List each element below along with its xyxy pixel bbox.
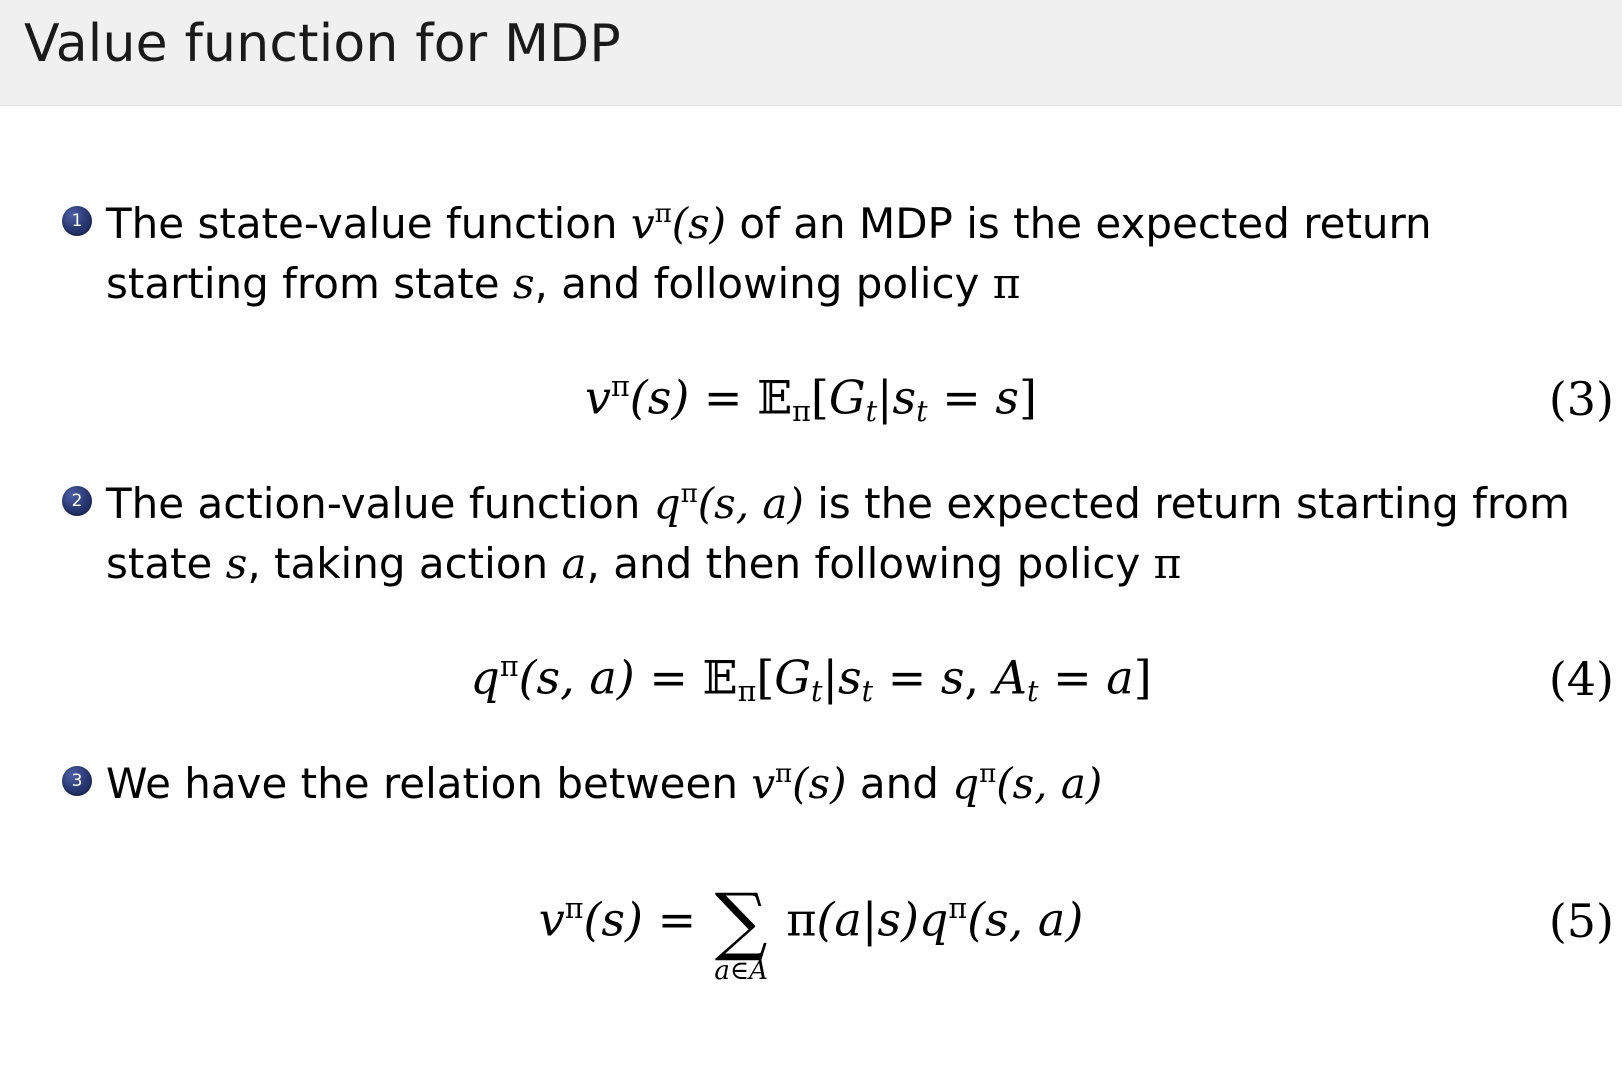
bullet-marker-2: 2 (62, 486, 92, 516)
bullet-item-1 (62, 194, 1582, 313)
equation-4-row (0, 644, 1622, 714)
equation-4-number: (4) (1548, 652, 1614, 706)
equation-3-row (0, 364, 1622, 434)
bullet-marker-1: 1 (62, 206, 92, 236)
bullet-text-1: The state-value function $v^\pi(s)$ of an MDP is the expected return starting from state s, and following policy π (106, 198, 1432, 308)
equation-4-body: $q^\pi(s$, $a) = 𝔼\pi[G_t|s_t = s$, $A_t = a$] (470, 649, 1152, 709)
slide-title-bar (0, 0, 1622, 106)
equation-5-row (0, 866, 1622, 987)
bullet-marker-3: 3 (62, 766, 92, 796)
bullet-item-3 (62, 754, 1582, 814)
equation-3-number: (3) (1548, 372, 1614, 426)
slide-content (0, 106, 1622, 1080)
equation-5-number: (5) (1548, 894, 1614, 948)
summation-symbol: ∑ a∈A (714, 878, 768, 987)
bullet-text-2: The action-value function $q^\pi(s$, a) is the expected return starting from state s, taking action a, and then following policy π (106, 478, 1570, 588)
page-title: Value function for MDP (24, 14, 621, 74)
equation-5-body: $v^\pi(s)$ = ∑ a∈A $\pi(a|s)q^\pi(s$, a) (538, 878, 1084, 987)
equation-3-body: $v^\pi(s)$ = $𝔼\pi[G_t|s_t = s]$ (585, 369, 1037, 429)
bullet-text-3: We have the relation between $v^\pi(s)$ and $q^\pi(s$, a) (106, 758, 1103, 808)
summation-limit: a∈A (714, 956, 768, 987)
bullet-item-2 (62, 474, 1582, 593)
